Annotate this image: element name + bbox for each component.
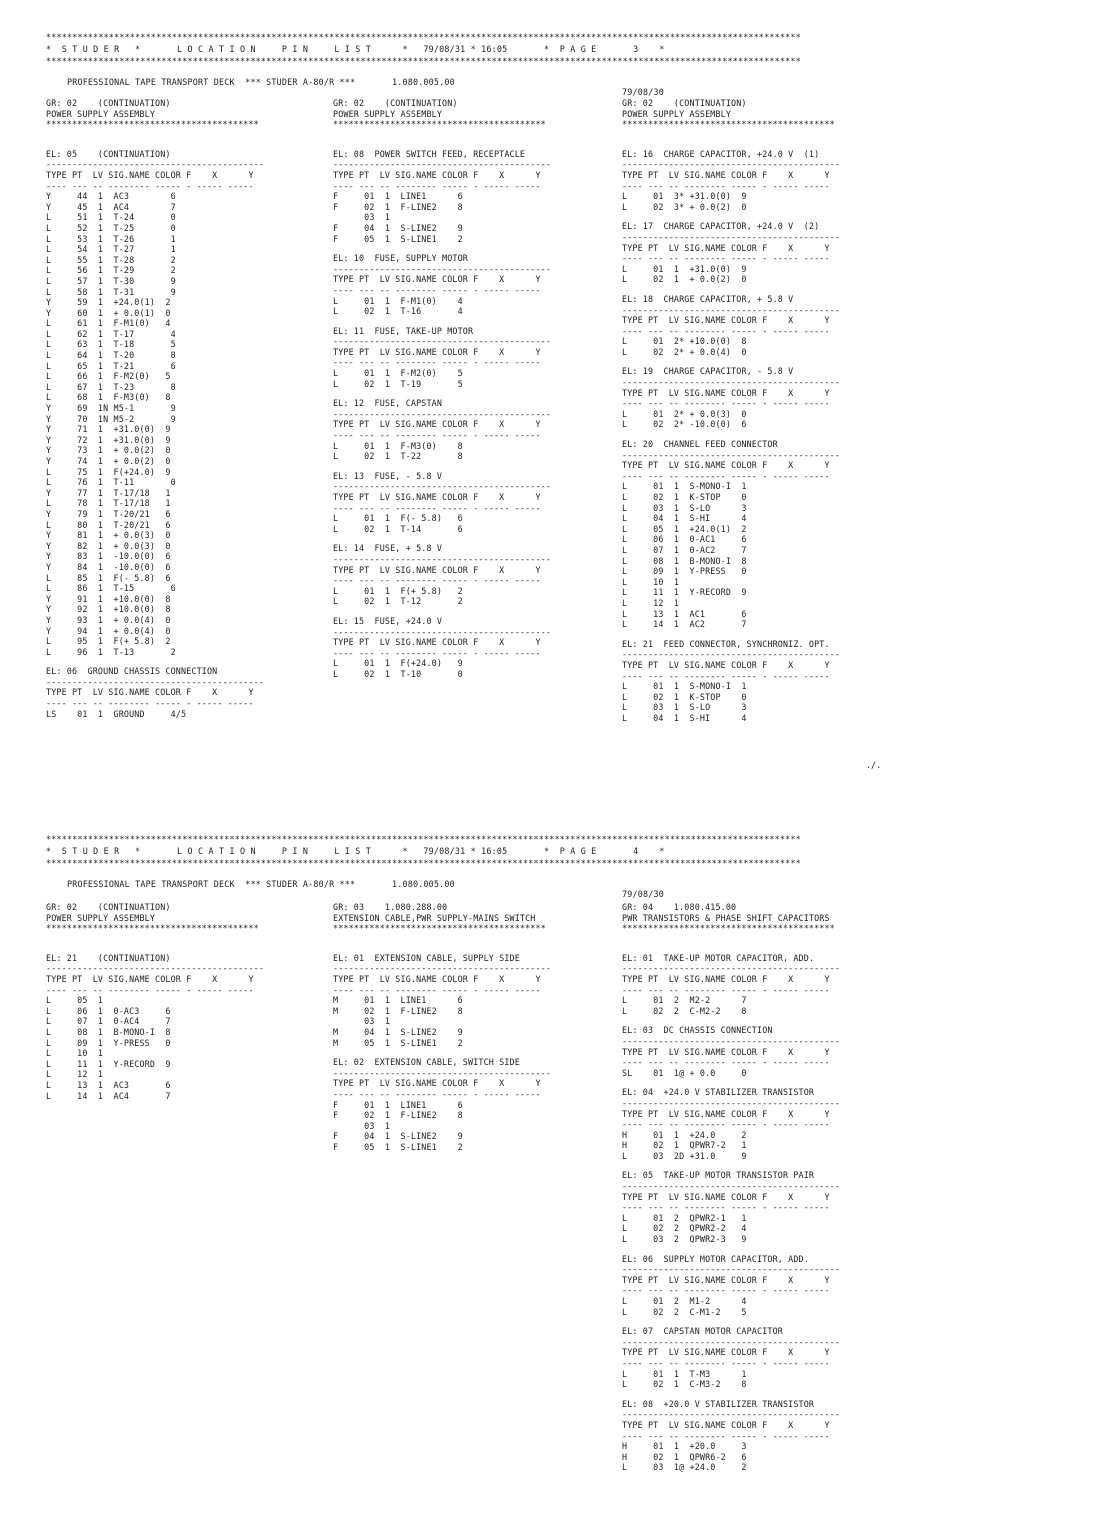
pin-row: F 02 1 F-LINE2 8 [333, 201, 463, 212]
group-block [333, 98, 603, 680]
group-star-rule: ***************************************** [46, 923, 259, 934]
table-rule: ---- --- -- -------- ----- - ----- ----- [622, 325, 830, 336]
element-block [622, 221, 892, 285]
pin-row: L 01 1 F-M2(0) 5 [333, 368, 463, 379]
table-header: TYPE PT LV SIG.NAME COLOR F X Y [333, 973, 541, 984]
element-block [622, 953, 892, 1017]
document-title: PROFESSIONAL TAPE TRANSPORT DECK *** STUDER A-80/R *** 1.080.005.00 [66, 879, 455, 889]
group-number: GR: 02 (CONTINUATION) [46, 98, 171, 108]
element-block [333, 616, 603, 680]
table-rule: ---- --- -- -------- ----- - ----- ----- [622, 253, 830, 264]
element-dash-rule: ------------------------------------------ [622, 649, 841, 660]
column [622, 902, 892, 1473]
element-title: EL: 08 +20.0 V STABILIZER TRANSISTOR [622, 1398, 815, 1409]
element-title: EL: 20 CHANNEL FEED CONNECTOR [622, 439, 778, 450]
pin-row: Y 94 1 + 0.0(4) 0 [46, 625, 171, 636]
table-rule: ---- --- -- -------- ----- - ----- ----- [333, 357, 541, 368]
pin-row: L 95 1 F(+ 5.8) 2 [46, 636, 171, 647]
element-title: EL: 14 FUSE, + 5.8 V [333, 543, 443, 554]
element-block [622, 294, 892, 358]
pin-row: L 13 1 AC3 6 [46, 1079, 171, 1090]
table-header: TYPE PT LV SIG.NAME COLOR F X Y [622, 315, 830, 326]
table-rule: ---- --- -- -------- ----- - ----- ----- [333, 430, 541, 441]
pin-row: L 02 1 K-STOP 0 [622, 691, 747, 702]
pin-row: 03 1 [333, 1120, 391, 1131]
pin-row: F 04 1 S-LINE2 9 [333, 1131, 463, 1142]
group-number: GR: 02 (CONTINUATION) [622, 98, 747, 108]
element-dash-rule: ------------------------------------------ [622, 304, 841, 315]
pin-row: L 02 1 C-M3-2 8 [622, 1379, 747, 1390]
pin-row: F 05 1 S-LINE1 2 [333, 233, 463, 244]
table-header: TYPE PT LV SIG.NAME COLOR F X Y [46, 687, 254, 698]
pin-row: F 01 1 LINE1 6 [333, 1099, 463, 1110]
element-block [333, 471, 603, 535]
element-block [46, 149, 316, 658]
table-rule: ---- --- -- -------- ----- - ----- ----- [622, 1430, 830, 1441]
pin-row: L 96 1 T-13 2 [46, 646, 176, 657]
table-rule: ---- --- -- -------- ----- - ----- ----- [333, 575, 541, 586]
pin-row: L 12 1 [622, 597, 680, 608]
pin-row: M 05 1 S-LINE1 2 [333, 1037, 463, 1048]
pin-row: L 03 2 QPWR2-3 9 [622, 1234, 747, 1245]
pin-row: L 01 1 S-MONO-I 1 [622, 481, 747, 492]
pin-row: 03 1 [333, 1016, 391, 1027]
pin-row: L 78 1 T-17/18 1 [46, 498, 171, 509]
element-title: EL: 11 FUSE, TAKE-UP MOTOR [333, 325, 474, 336]
group-block [333, 902, 603, 1152]
element-block [333, 953, 603, 1048]
table-rule: ---- --- -- -------- ----- - ----- ----- [46, 698, 254, 709]
pin-row: L 01 1 S-MONO-I 1 [622, 681, 747, 692]
table-header: TYPE PT LV SIG.NAME COLOR F X Y [622, 973, 830, 984]
pin-row: Y 44 1 AC3 6 [46, 191, 176, 202]
element-dash-rule: ------------------------------------------ [622, 1264, 841, 1275]
table-header: TYPE PT LV SIG.NAME COLOR F X Y [622, 659, 830, 670]
element-title: EL: 06 SUPPLY MOTOR CAPACITOR, ADD. [622, 1253, 809, 1264]
group-name: PWR TRANSISTORS & PHASE SHIFT CAPACITORS [622, 912, 830, 923]
pin-row: 03 1 [333, 212, 391, 223]
element-title: EL: 19 CHARGE CAPACITOR, - 5.8 V [622, 366, 794, 377]
pin-row: L 63 1 T-18 5 [46, 339, 176, 350]
element-dash-rule: ------------------------------------------ [333, 481, 552, 492]
table-rule: ---- --- -- -------- ----- - ----- ----- [622, 1202, 830, 1213]
group-block [46, 98, 316, 719]
table-rule: ---- --- -- -------- ----- - ----- ----- [622, 984, 830, 995]
group-star-rule: ***************************************** [46, 119, 259, 130]
pin-row: L 55 1 T-28 2 [46, 254, 176, 265]
pin-row: H 02 1 QPWR6-2 6 [622, 1451, 747, 1462]
table-header: TYPE PT LV SIG.NAME COLOR F X Y [333, 564, 541, 575]
pin-row: L 13 1 AC1 6 [622, 608, 747, 619]
element-dash-rule: ------------------------------------------ [333, 1067, 552, 1078]
group-block [622, 902, 892, 1473]
pin-row: L 01 2* +10.0(0) 8 [622, 336, 747, 347]
header-stars-top: ************************************************************************************************************************************************ [46, 834, 801, 844]
element-title: EL: 01 EXTENSION CABLE, SUPPLY SIDE [333, 952, 520, 963]
pin-row: F 04 1 S-LINE2 9 [333, 222, 463, 233]
pin-row: Y 93 1 + 0.0(4) 0 [46, 614, 171, 625]
table-rule: ---- --- -- -------- ----- - ----- ----- [622, 1057, 830, 1068]
pin-row: Y 83 1 -10.0(0) 6 [46, 551, 171, 562]
table-header: TYPE PT LV SIG.NAME COLOR F X Y [333, 637, 541, 648]
table-header: TYPE PT LV SIG.NAME COLOR F X Y [333, 346, 541, 357]
pin-row: L 09 1 Y-PRESS 0 [622, 566, 747, 577]
group-name: POWER SUPPLY ASSEMBLY [622, 108, 732, 119]
element-title: EL: 05 (CONTINUATION) [46, 148, 171, 159]
pin-row: L 07 1 0-AC4 7 [46, 1016, 171, 1027]
pin-row: L 01 1 F-M3(0) 8 [333, 440, 463, 451]
pin-row: Y 74 1 + 0.0(2) 0 [46, 456, 171, 466]
pin-row: L 64 1 T-20 8 [46, 350, 176, 361]
element-dash-rule: ------------------------------------------ [333, 408, 552, 419]
header-stars-bottom: ************************************************************************************************************************************************ [46, 56, 801, 66]
table-header: TYPE PT LV SIG.NAME COLOR F X Y [622, 387, 830, 398]
pin-row: L 01 1 F(+ 5.8) 2 [333, 585, 463, 596]
pin-row: L 54 1 T-27 1 [46, 244, 176, 255]
pin-row: Y 70 1N M5-2 9 [46, 413, 176, 424]
pin-row: L 01 1 T-M3 1 [622, 1368, 747, 1379]
pin-row: L 01 3* +31.0(0) 9 [622, 191, 747, 202]
pin-row: H 01 1 +24.0 2 [622, 1129, 747, 1140]
pin-row: L 06 1 0-AC3 6 [46, 1005, 171, 1016]
pin-row: L 58 1 T-31 9 [46, 286, 176, 297]
group-star-rule: ***************************************** [622, 923, 835, 934]
table-header: TYPE PT LV SIG.NAME COLOR F X Y [46, 169, 254, 180]
pin-row: L 80 1 T-20/21 6 [46, 519, 171, 530]
table-header: TYPE PT LV SIG.NAME COLOR F X Y [622, 1191, 830, 1202]
pin-row: Y 77 1 T-17/18 1 [46, 487, 171, 498]
pin-row: L 62 1 T-17 4 [46, 328, 176, 339]
table-rule: ---- --- -- -------- ----- - ----- ----- [333, 647, 541, 658]
element-title: EL: 18 CHARGE CAPACITOR, + 5.8 V [622, 293, 794, 304]
element-block [622, 1087, 892, 1161]
element-title: EL: 04 +24.0 V STABILIZER TRANSISTOR [622, 1087, 815, 1098]
pin-row: L 11 1 Y-RECORD 9 [622, 587, 747, 598]
pin-row: L 14 1 AC4 7 [46, 1090, 171, 1101]
group-number: GR: 02 (CONTINUATION) [46, 902, 171, 912]
table-header: TYPE PT LV SIG.NAME COLOR F X Y [622, 1347, 830, 1358]
pin-row: Y 59 1 +24.0(1) 2 [46, 297, 171, 308]
element-dash-rule: ------------------------------------------ [622, 159, 841, 170]
group-name: EXTENSION CABLE,PWR SUPPLY-MAINS SWITCH [333, 912, 536, 923]
element-title: EL: 10 FUSE, SUPPLY MOTOR [333, 253, 468, 264]
element-dash-rule: ------------------------------------------ [622, 1409, 841, 1420]
table-rule: ---- --- -- -------- ----- - ----- ----- [622, 1119, 830, 1130]
header-stars-bottom: ************************************************************************************************************************************************ [46, 858, 801, 868]
pin-row: L 02 2 QPWR2-2 4 [622, 1223, 747, 1234]
table-rule: ---- --- -- -------- ----- - ----- ----- [622, 1285, 830, 1296]
element-title: EL: 05 TAKE-UP MOTOR TRANSISTOR PAIR [622, 1170, 815, 1181]
column [333, 98, 603, 680]
element-block [622, 1254, 892, 1318]
pin-row: L 66 1 F-M2(0) 5 [46, 371, 171, 382]
pin-row: L 05 1 +24.0(1) 2 [622, 523, 747, 534]
element-dash-rule: ------------------------------------------ [46, 676, 265, 687]
pin-row: Y 81 1 + 0.0(3) 0 [46, 530, 171, 541]
table-rule: ---- --- -- -------- ----- - ----- ----- [333, 502, 541, 513]
column [622, 98, 892, 723]
element-block [622, 366, 892, 430]
pin-row: L 04 1 S-HI 4 [622, 712, 747, 723]
table-rule: ---- --- -- -------- ----- - ----- ----- [333, 984, 541, 995]
table-rule: ---- --- -- -------- ----- - ----- ----- [333, 1088, 541, 1099]
element-block [46, 953, 316, 1101]
pin-row: L 56 1 T-29 2 [46, 265, 176, 276]
document-title: PROFESSIONAL TAPE TRANSPORT DECK *** STUDER A-80/R *** 1.080.005.00 [66, 77, 455, 87]
table-rule: ---- --- -- -------- ----- - ----- ----- [333, 180, 541, 191]
table-header: TYPE PT LV SIG.NAME COLOR F X Y [333, 1078, 541, 1089]
pin-row: F 02 1 F-LINE2 8 [333, 1110, 463, 1121]
group-name: POWER SUPPLY ASSEMBLY [46, 108, 156, 119]
element-dash-rule: ------------------------------------------ [622, 1336, 841, 1347]
group-number: GR: 03 1.080.288.00 [333, 902, 448, 912]
element-block [333, 543, 603, 607]
group-name: POWER SUPPLY ASSEMBLY [46, 912, 156, 923]
table-rule: ---- --- -- -------- ----- - ----- ----- [622, 180, 830, 191]
pin-row: L 02 1 K-STOP 0 [622, 492, 747, 502]
pin-row: L 57 1 T-30 9 [46, 275, 176, 286]
table-rule: ---- --- -- -------- ----- - ----- ----- [622, 670, 830, 681]
column [46, 98, 316, 719]
element-block [333, 253, 603, 317]
pin-row: Y 82 1 + 0.0(3) 0 [46, 540, 171, 551]
pin-row: L 52 1 T-25 0 [46, 222, 176, 233]
element-dash-rule: ------------------------------------------ [333, 626, 552, 637]
element-dash-rule: ------------------------------------------ [622, 1097, 841, 1108]
document-date: 79/08/30 [622, 889, 664, 899]
pin-row: L 12 1 [46, 1069, 104, 1080]
table-header: TYPE PT LV SIG.NAME COLOR F X Y [46, 973, 254, 984]
pin-row: Y 45 1 AC4 7 [46, 201, 176, 212]
group-number: GR: 04 1.080.415.00 [622, 902, 737, 912]
pin-row: L 08 1 B-MONO-I 8 [622, 555, 747, 566]
pin-row: L 11 1 Y-RECORD 9 [46, 1058, 171, 1069]
table-header: TYPE PT LV SIG.NAME COLOR F X Y [622, 242, 830, 253]
column [333, 902, 603, 1152]
pin-row: L 51 1 T-24 0 [46, 212, 176, 223]
group-block [46, 902, 316, 1101]
pin-row: L 02 2 C-M1-2 5 [622, 1306, 747, 1317]
pin-row: L 02 1 T-12 2 [333, 596, 463, 607]
element-title: EL: 02 EXTENSION CABLE, SWITCH SIDE [333, 1057, 520, 1068]
pin-row: L 09 1 Y-PRESS 0 [46, 1037, 171, 1048]
pin-row: L 02 1 T-19 5 [333, 378, 463, 389]
element-dash-rule: ------------------------------------------ [622, 377, 841, 388]
pin-row: M 02 1 F-LINE2 8 [333, 1005, 463, 1016]
table-rule: ---- --- -- -------- ----- - ----- ----- [622, 470, 830, 481]
table-rule: ---- --- -- -------- ----- - ----- ----- [622, 1357, 830, 1368]
pin-row: L 10 1 [622, 576, 680, 587]
table-header: TYPE PT LV SIG.NAME COLOR F X Y [622, 169, 830, 180]
element-dash-rule: ------------------------------------------ [333, 553, 552, 564]
pin-row: Y 92 1 +10.0(0) 8 [46, 604, 171, 615]
pin-row: Y 60 1 + 0.0(1) 0 [46, 307, 171, 318]
element-dash-rule: ------------------------------------------ [333, 263, 552, 274]
pin-row: L 53 1 T-26 1 [46, 233, 176, 244]
element-block [333, 149, 603, 244]
pin-row: Y 84 1 -10.0(0) 6 [46, 561, 171, 572]
element-block [333, 326, 603, 390]
pin-row: L 01 1 F(+24.0) 9 [333, 658, 463, 669]
pin-row: L 02 1 T-16 4 [333, 306, 463, 317]
table-rule: ---- --- -- -------- ----- - ----- ----- [333, 284, 541, 295]
pin-row: Y 73 1 + 0.0(2) 0 [46, 445, 171, 456]
pin-row: L 14 1 AC2 7 [622, 619, 747, 630]
element-title: EL: 03 DC CHASSIS CONNECTION [622, 1025, 773, 1036]
pin-row: Y 69 1N M5-1 9 [46, 403, 176, 414]
pin-row: L 03 1@ +24.0 2 [622, 1462, 747, 1473]
element-title: EL: 21 FEED CONNECTOR, SYNCHRONIZ. OPT. [622, 638, 830, 649]
element-dash-rule: ------------------------------------------ [46, 159, 265, 170]
pin-row: Y 72 1 +31.0(0) 9 [46, 434, 171, 445]
group-star-rule: ***************************************** [333, 923, 546, 934]
group-star-rule: ***************************************** [333, 119, 546, 130]
table-header: TYPE PT LV SIG.NAME COLOR F X Y [333, 169, 541, 180]
group-name: POWER SUPPLY ASSEMBLY [333, 108, 443, 119]
table-header: TYPE PT LV SIG.NAME COLOR F X Y [333, 419, 541, 430]
pin-row: H 01 1 +20.0 3 [622, 1441, 747, 1452]
pin-row: L 03 2D +31.0 9 [622, 1150, 747, 1161]
pin-row: L 01 2 M1-2 4 [622, 1296, 747, 1306]
element-block [622, 149, 892, 213]
pin-row: M 01 1 LINE1 6 [333, 995, 463, 1006]
pin-row: L 10 1 [46, 1048, 104, 1059]
element-block [333, 398, 603, 462]
pin-row: L 75 1 F(+24.0) 9 [46, 466, 171, 477]
table-header: TYPE PT LV SIG.NAME COLOR F X Y [333, 492, 541, 502]
element-title: EL: 13 FUSE, - 5.8 V [333, 470, 443, 481]
element-dash-rule: ------------------------------------------ [622, 963, 841, 974]
page-banner: * S T U D E R * L O C A T I O N P I N L I S T * 79/08/31 * 16:05 * P A G E 3 * [46, 44, 665, 54]
pin-row: F 01 1 LINE1 6 [333, 191, 463, 202]
element-title: EL: 12 FUSE, CAPSTAN [333, 398, 443, 409]
pin-row: L 76 1 T-11 0 [46, 477, 176, 488]
pin-row: L 04 1 S-HI 4 [622, 513, 747, 524]
pin-row: L 08 1 B-MONO-I 8 [46, 1026, 171, 1037]
pin-row: L 02 1 + 0.0(2) 0 [622, 274, 747, 285]
element-block [622, 1399, 892, 1473]
pin-row: L 01 1 F-M1(0) 4 [333, 295, 463, 306]
pin-row: L 65 1 T-21 6 [46, 360, 176, 371]
pin-row: L 06 1 0-AC1 6 [622, 534, 747, 545]
header-stars-top: ************************************************************************************************************************************************ [46, 32, 801, 42]
element-block [333, 1057, 603, 1152]
pin-row: L 03 1 S-LO 3 [622, 702, 747, 713]
element-dash-rule: ------------------------------------------ [622, 449, 841, 460]
element-dash-rule: ------------------------------------------ [622, 1181, 841, 1192]
pin-row: L 05 1 [46, 995, 104, 1006]
pin-row: L 03 1 S-LO 3 [622, 502, 747, 513]
pin-row: Y 91 1 +10.0(0) 8 [46, 593, 171, 604]
element-title: EL: 21 (CONTINUATION) [46, 952, 171, 963]
table-rule: ---- --- -- -------- ----- - ----- ----- [46, 180, 254, 191]
pin-row: L 01 2 M2-2 7 [622, 995, 747, 1006]
pin-row: L 02 3* + 0.0(2) 0 [622, 201, 747, 212]
pin-row: L 07 1 0-AC2 7 [622, 544, 747, 555]
element-block [622, 439, 892, 630]
element-dash-rule: ------------------------------------------ [333, 159, 552, 170]
element-title: EL: 08 POWER SWITCH FEED, RECEPTACLE [333, 148, 526, 159]
pin-row: L 02 2* + 0.0(4) 0 [622, 346, 747, 357]
pin-row: F 05 1 S-LINE1 2 [333, 1141, 463, 1152]
pin-row: Y 71 1 +31.0(0) 9 [46, 424, 171, 435]
pin-row: L 67 1 T-23 8 [46, 381, 176, 392]
element-dash-rule: ------------------------------------------ [333, 336, 552, 347]
element-block [622, 1326, 892, 1390]
pin-row: SL 01 1@ + 0.0 0 [622, 1067, 747, 1078]
pin-row: L 02 1 T-10 0 [333, 668, 463, 679]
document-date: 79/08/30 [622, 87, 664, 97]
pin-row: M 04 1 S-LINE2 9 [333, 1026, 463, 1037]
pin-row: L 61 1 F-M1(0) 4 [46, 318, 171, 329]
element-dash-rule: ------------------------------------------ [622, 231, 841, 242]
element-title: EL: 01 TAKE-UP MOTOR CAPACITOR, ADD. [622, 952, 815, 963]
pin-row: Y 79 1 T-20/21 6 [46, 508, 171, 519]
pin-row: LS 01 1 GROUND 4/5 [46, 708, 187, 719]
table-header: TYPE PT LV SIG.NAME COLOR F X Y [622, 460, 830, 471]
pin-row: L 02 1 T-14 6 [333, 523, 463, 534]
pin-row: L 01 1 F(- 5.8) 6 [333, 513, 463, 524]
group-number: GR: 02 (CONTINUATION) [333, 98, 458, 108]
element-block [46, 666, 316, 719]
element-block [622, 1025, 892, 1078]
element-title: EL: 17 CHARGE CAPACITOR, +24.0 V (2) [622, 221, 820, 232]
page-banner: * S T U D E R * L O C A T I O N P I N L I S T * 79/08/31 * 16:05 * P A G E 4 * [46, 846, 665, 856]
element-block [622, 639, 892, 724]
table-header: TYPE PT LV SIG.NAME COLOR F X Y [622, 1046, 830, 1057]
table-header: TYPE PT LV SIG.NAME COLOR F X Y [622, 1274, 830, 1285]
element-title: EL: 16 CHARGE CAPACITOR, +24.0 V (1) [622, 148, 820, 159]
pin-row: L 02 2* -10.0(0) 6 [622, 419, 747, 430]
pin-row: L 68 1 F-M3(0) 8 [46, 392, 171, 403]
table-rule: ---- --- -- -------- ----- - ----- ----- [622, 398, 830, 409]
group-block [622, 98, 892, 723]
pin-row: L 01 1 +31.0(0) 9 [622, 263, 747, 274]
group-star-rule: ***************************************** [622, 119, 835, 130]
table-header: TYPE PT LV SIG.NAME COLOR F X Y [622, 1108, 830, 1119]
pin-row: L 02 1 T-22 8 [333, 451, 463, 462]
element-dash-rule: ------------------------------------------ [333, 963, 552, 974]
table-rule: ---- --- -- -------- ----- - ----- ----- [46, 984, 254, 995]
pin-row: H 02 1 QPWR7-2 1 [622, 1140, 747, 1151]
pin-row: L 01 2* + 0.0(3) 0 [622, 408, 747, 419]
element-block [622, 1170, 892, 1244]
pin-row: L 85 1 F(- 5.8) 6 [46, 572, 171, 583]
element-title: EL: 15 FUSE, +24.0 V [333, 615, 443, 626]
element-dash-rule: ------------------------------------------ [622, 1035, 841, 1046]
pin-row: L 02 2 C-M2-2 8 [622, 1005, 747, 1016]
pin-row: L 01 2 QPWR2-1 1 [622, 1212, 747, 1223]
element-dash-rule: ------------------------------------------ [46, 963, 265, 974]
continuation-mark: ./. [866, 760, 882, 770]
element-title: EL: 07 CAPSTAN MOTOR CAPACITOR [622, 1326, 783, 1337]
element-title: EL: 06 GROUND CHASSIS CONNECTION [46, 666, 218, 677]
column [46, 902, 316, 1101]
table-header: TYPE PT LV SIG.NAME COLOR F X Y [333, 274, 541, 285]
pin-row: L 86 1 T-15 6 [46, 583, 176, 594]
table-header: TYPE PT LV SIG.NAME COLOR F X Y [622, 1419, 830, 1430]
